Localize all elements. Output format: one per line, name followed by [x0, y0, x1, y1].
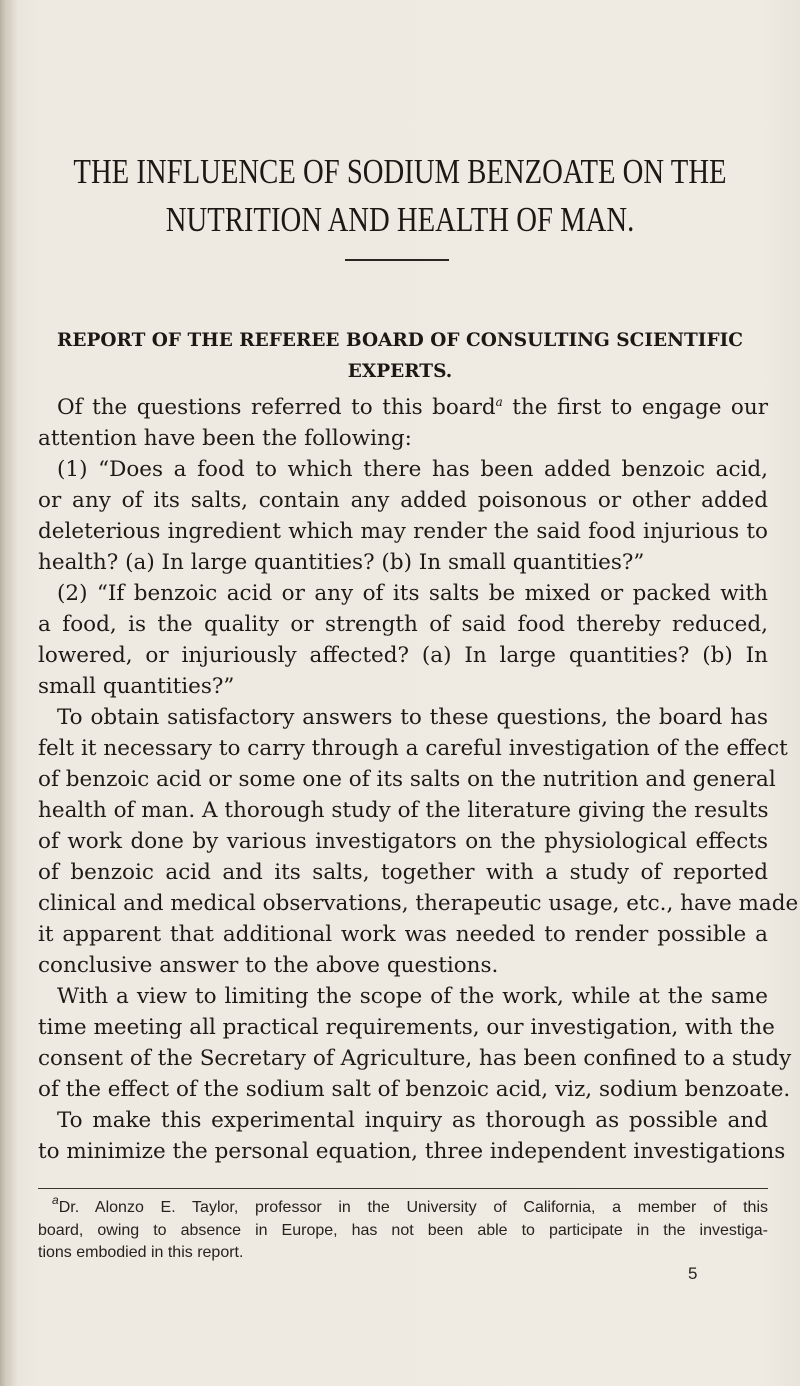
text-line: health? (a) In large quantities? (b) In small quantities?”	[38, 550, 645, 575]
footnote-divider	[38, 1188, 768, 1189]
footnote-line	[52, 1193, 768, 1220]
subheading-line-2: EXPERTS.	[347, 361, 453, 382]
text-line: To make this experimental inquiry as thorough as possible and	[57, 1108, 768, 1133]
text-segment: Of the questions referred to this board	[57, 395, 496, 420]
text-line: of the effect of the sodium salt of benzoic acid, viz, sodium benzoate.	[38, 1077, 791, 1102]
page-spine-shadow	[0, 0, 18, 1386]
text-line: or any of its salts, contain any added poisonous or other added	[38, 488, 768, 513]
text-line: conclusive answer to the above questions.	[38, 953, 499, 978]
text-line: it apparent that additional work was needed to render possible a	[38, 922, 768, 947]
footnote-mark: a	[52, 1193, 59, 1207]
title-line-2: NUTRITION AND HEALTH OF MAN.	[165, 200, 635, 239]
text-line	[38, 392, 768, 423]
footnote-line: board, owing to absence in Europe, has not been able to participate in the investiga-	[38, 1221, 768, 1239]
footnote	[38, 1193, 768, 1265]
text-line: to minimize the personal equation, three independent investigations	[38, 1139, 786, 1164]
title-line-1: THE INFLUENCE OF SODIUM BENZOATE ON THE	[73, 152, 727, 191]
footnote-reference: a	[495, 395, 503, 409]
subheading-line-1: REPORT OF THE REFEREE BOARD OF CONSULTING SCIENTIFIC	[57, 330, 743, 351]
text-line: lowered, or injuriously affected? (a) In large quantities? (b) In	[38, 643, 768, 668]
text-line: (1) “Does a food to which there has been added benzoic acid,	[57, 457, 768, 482]
text-line: of benzoic acid and its salts, together with a study of reported	[38, 860, 768, 885]
footnote-text: Dr. Alonzo E. Taylor, professor in the University of California, a member of this	[58, 1199, 768, 1216]
text-line: deleterious ingredient which may render the said food injurious to	[38, 519, 768, 544]
text-line: of benzoic acid or some one of its salts on the nutrition and general	[38, 767, 776, 792]
title-divider	[345, 259, 449, 261]
text-line: With a view to limiting the scope of the work, while at the same	[57, 984, 768, 1009]
text-line: attention have been the following:	[38, 426, 412, 451]
text-line: time meeting all practical requirements, our investigation, with the	[38, 1015, 775, 1040]
text-line: (2) “If benzoic acid or any of its salts be mixed or packed with	[57, 581, 768, 606]
text-segment: the first to engage our	[502, 395, 769, 420]
text-line: felt it necessary to carry through a careful investigation of the effect	[38, 736, 788, 761]
text-line: To obtain satisfactory answers to these questions, the board has	[57, 705, 768, 730]
report-subheading	[0, 325, 800, 387]
body-text	[38, 392, 799, 1167]
text-line: of work done by various investigators on the physiological effects	[38, 829, 768, 854]
text-line: a food, is the quality or strength of said food thereby reduced,	[38, 612, 768, 637]
text-line: consent of the Secretary of Agriculture, has been confined to a study	[38, 1046, 792, 1071]
text-line: clinical and medical observations, therapeutic usage, etc., have made	[38, 891, 799, 916]
page-number: 5	[688, 1264, 698, 1283]
footnote-line: tions embodied in this report.	[38, 1244, 244, 1261]
text-line: health of man. A thorough study of the literature giving the results	[38, 798, 769, 823]
document-title	[72, 148, 728, 244]
text-line: small quantities?”	[38, 674, 235, 699]
